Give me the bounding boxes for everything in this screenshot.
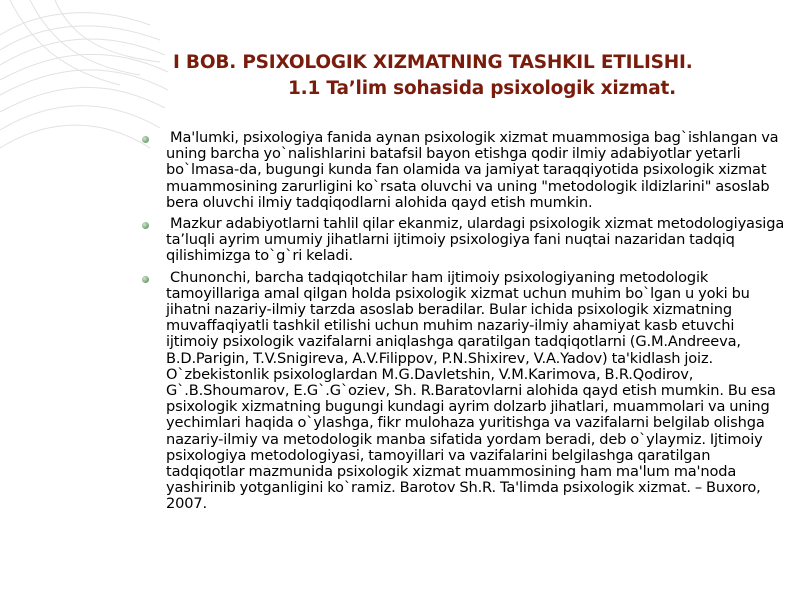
list-item bbox=[136, 130, 786, 211]
bullet-text: Chunonchi, barcha tadqiqotchilar ham ijtimoiy psixologiyaning metodologik tamoyillariga amal qilgan holda psixologik xizmat uchun muhim bo`lgan u yoki bu jihatni nazariy-ilmiy tarzda asoslab beradilar. Bular ichida psixologik xizmatning muvaffaqiyatli tashkil etilishi uchun muhim nazariy-ilmiy ahamiyat kasb etuvchi ijtimoiy psixologik vazifalarni aniqlashga qaratilgan tadqiqotlarni (G.M.Andreeva, B.D.Parigin, T.V.Snigireva, A.V.Filippov, P.N.Shixirev, V.A.Yadov) ta'kidlash joiz. O`zbekistonlik psixologlardan M.G.Davletshin, V.M.Karimova, B.R.Qodirov, G`.B.Shoumarov, E.G`.G`oziev, Sh. R.Baratovlarni alohida qayd etish mumkin. Bu esa psixologik xizmatning bugungi kundagi ayrim dolzarb jihatlari, muammolari va uning yechimlari haqida o`ylashga, fikr mulohaza yuritishga va vazifalarni belgilab olishga nazariy-ilmiy va metodologik manba sifatida yordam beradi, deb o`ylaymiz. Ijtimoiy psixologiya metodologiyasi, tamoyillari va vazifalarini belgilashga qaratilgan tadqiqotlar mazmunida psixologik xizmat muammosining ham ma'lum ma'noda yashirinib yotganligini ko`ramiz. Barotov Sh.R. Ta'limda psixologik xizmat. – Buxoro, 2007. bbox=[166, 268, 776, 513]
bullet-dot-icon bbox=[142, 136, 149, 143]
title-line-section: 1.1 Ta’lim sohasida psixologik xizmat. bbox=[288, 78, 676, 99]
title-line-chapter: I BOB. PSIXOLOGIK XIZMATNING TASHKIL ETILISHI. bbox=[173, 52, 693, 73]
bullet-list bbox=[136, 130, 786, 518]
bullet-dot-icon bbox=[142, 222, 149, 229]
bullet-text: Ma'lumki, psixologiya fanida aynan psixologik xizmat muammosiga bag`ishlangan va uning barcha yo`nalishlarini batafsil bayon etishga qodir ilmiy adabiyotlar yetarli bo`lmasa-da, bugungi kunda fan olamida va jamiyat taraqqiyotida psixologik xizmat muammosining zarurligini ko`rsata oluvchi va uning "metodologik ildizlarini" asoslab bera oluvchi ilmiy tadqiqodlarni alohida qayd etish mumkin. bbox=[166, 129, 779, 211]
list-item bbox=[136, 270, 786, 513]
slide-title bbox=[120, 50, 800, 102]
bullet-text: Mazkur adabiyotlarni tahlil qilar ekanmiz, ulardagi psixologik xizmat metodologiyasiga ta’luqli ayrim umumiy jihatlarni ijtimoiy psixologiya fani nuqtai nazaridan tadqiq qilishimizga to`g`ri keladi. bbox=[166, 215, 785, 265]
bullet-dot-icon bbox=[142, 276, 149, 283]
list-item bbox=[136, 216, 786, 265]
